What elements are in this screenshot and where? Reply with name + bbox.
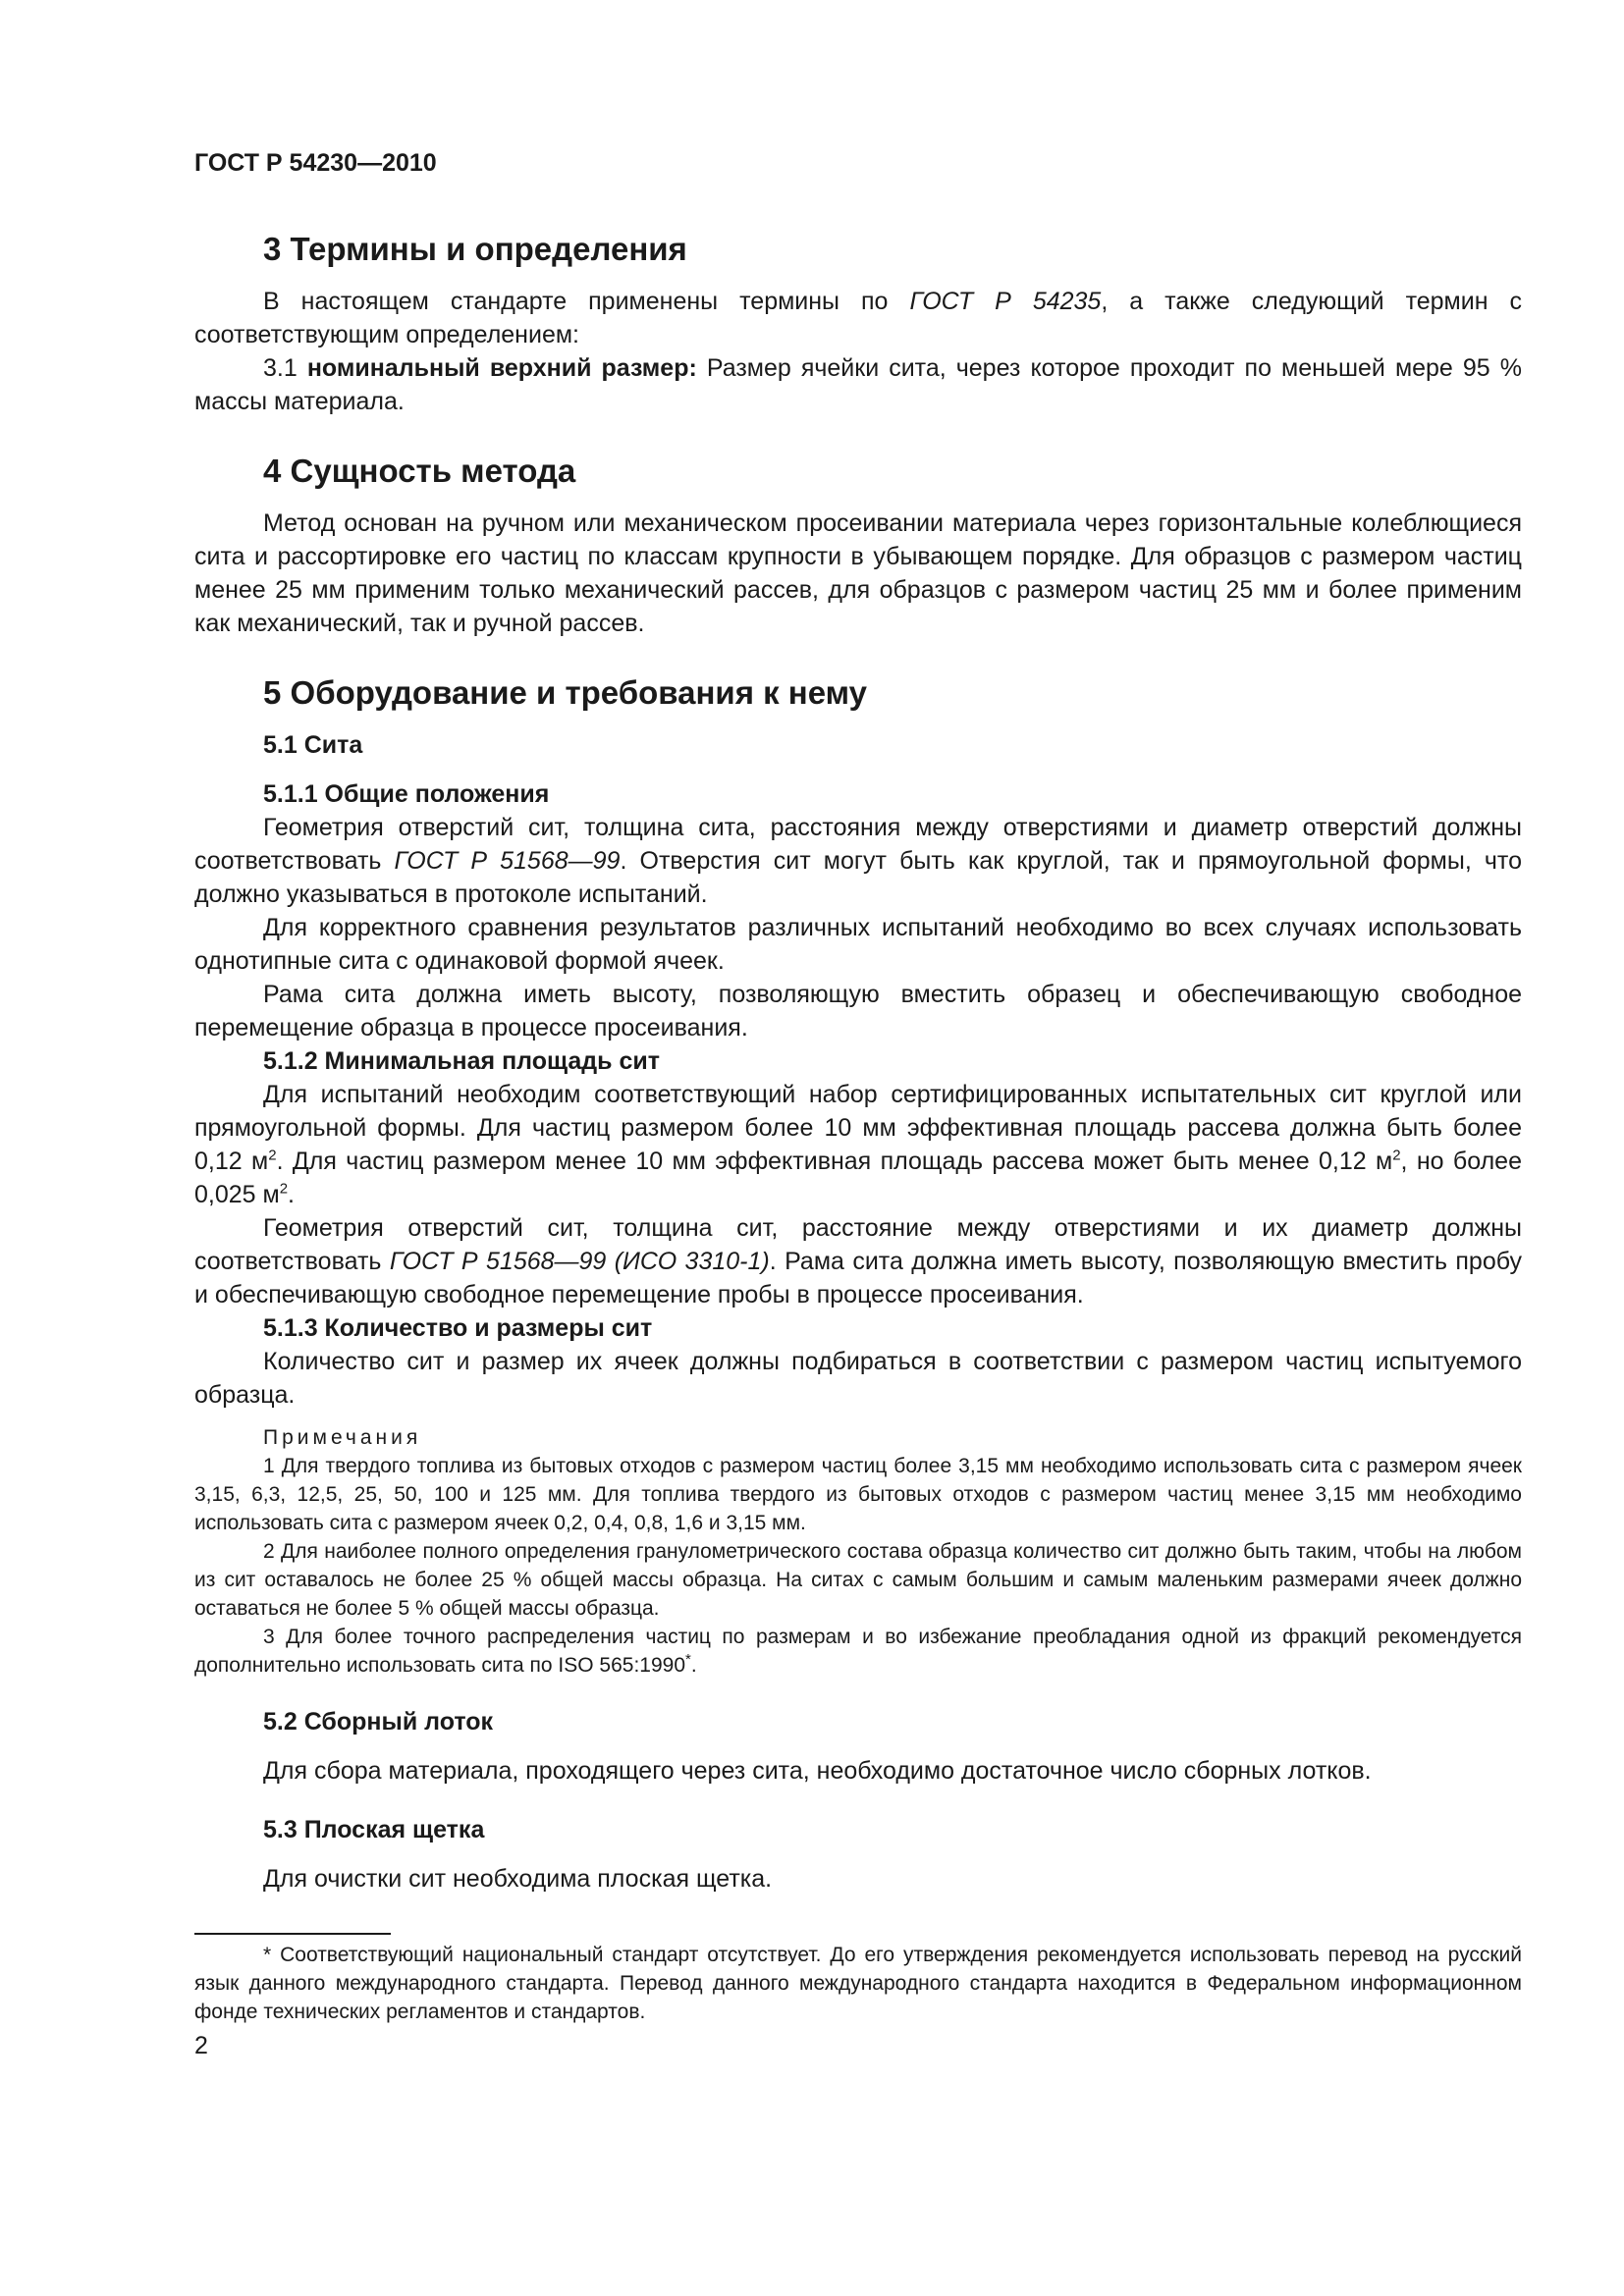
section-5-1-1-title: 5.1.1 Общие положения — [263, 780, 550, 808]
section-3-title: 3 Термины и определения — [263, 231, 687, 267]
ref-gost-51568-iso: ГОСТ Р 51568—99 (ИСО 3310-1) — [389, 1248, 770, 1275]
section-5-1-3-title: 5.1.3 Количество и размеры сит — [263, 1314, 653, 1342]
note-2: 2 Для наиболее полного определения гранулометрического состава образца количество сит должно быть таким, чтобы на любом из сит оставалось не более 25 % общей массы образца. На ситах с самым большим и самым маленьким размерами ячеек должно оставаться не более 5 % общей массы образца. — [194, 1540, 1522, 1620]
notes-heading: Примечания — [263, 1426, 422, 1449]
section-5-1-title: 5.1 Сита — [263, 731, 363, 759]
section-5-1-2-title: 5.1.2 Минимальная площадь сит — [263, 1047, 660, 1075]
section-4-paragraph: Метод основан на ручном или механическом просеивании материала через горизонтальные колеблющиеся сита и рассортировке его частиц по классам крупности в убывающем порядке. Для образцов с размером частиц менее 25 мм применим только механический рассев, для образцов с размером частиц 25 мм и более применим как механический, так и ручной рассев. — [194, 509, 1522, 637]
section-5-1-1-paragraph-1: Геометрия отверстий сит, толщина сита, расстояния между отверстиями и диаметр отверстий должны соответствовать ГОСТ Р 51568—99. Отверстия сит могут быть как круглой, так и прямоугольной формы, что должно указываться в протоколе испытаний. — [194, 814, 1522, 908]
document-id: ГОСТ Р 54230—2010 — [194, 149, 437, 177]
section-5-title: 5 Оборудование и требования к нему — [263, 674, 867, 711]
section-5-1-2-paragraph-1: Для испытаний необходим соответствующий набор сертифицированных испытательных сит круглой или прямоугольной формы. Для частиц размером более 10 мм эффективная площадь рассева должна быть более 0,12 $м^2$. Для частиц размером менее 10 мм эффективная площадь рассева может быть менее 0,12 $м^2$, но более 0,025 $м^2$. — [194, 1081, 1522, 1208]
section-4-title: 4 Сущность метода — [263, 453, 576, 489]
section-5-1-1-paragraph-2: Для корректного сравнения результатов различных испытаний необходимо во всех случаях использовать однотипные сита с одинаковой формой ячеек. — [194, 914, 1522, 975]
section-5-1-2-paragraph-2: Геометрия отверстий сит, толщина сит, расстояние между отверстиями и их диаметр должны соответствовать ГОСТ Р 51568—99 (ИСО 3310-1). Рама сита должна иметь высоту, позволяющую вместить пробу и обеспечивающую свободное перемещение пробы в процессе просеивания. — [194, 1214, 1523, 1308]
section-5-2-title: 5.2 Сборный лоток — [263, 1708, 494, 1735]
document-page — [194, 147, 1522, 2061]
footnote: * Соответствующий национальный стандарт отсутствует. До его утверждения рекомендуется использовать перевод на русский язык данного международного стандарта. Перевод данного международного стандарта находится в Федеральном информационном фонде технических регламентов и стандартов. — [194, 1944, 1522, 2023]
note-1: 1 Для твердого топлива из бытовых отходов с размером частиц более 3,15 мм необходимо использовать сита с размером ячеек 3,15, 6,3, 12,5, 25, 50, 100 и 125 мм. Для топлива твердого из бытовых отходов с размером частиц менее 3,15 мм необходимо использовать сита с размером ячеек 0,2, 0,4, 0,8, 1,6 и 3,15 мм. — [194, 1455, 1522, 1534]
section-5-1-1-paragraph-3: Рама сита должна иметь высоту, позволяющую вместить образец и обеспечивающую свободное перемещение образца в процессе просеивания. — [194, 981, 1522, 1041]
section-5-1-3-paragraph: Количество сит и размер их ячеек должны подбираться в соответствии с размером частиц испытуемого образца. — [194, 1348, 1522, 1409]
page-number: 2 — [194, 2032, 208, 2059]
section-3-paragraph: В настоящем стандарте применены термины по ГОСТ Р 54235, а также следующий термин с соответствующим определением: — [194, 288, 1522, 348]
ref-gost-54235: ГОСТ Р 54235 — [909, 288, 1102, 315]
section-5-3-paragraph: Для очистки сит необходима плоская щетка. — [263, 1865, 773, 1893]
section-5-3-title: 5.3 Плоская щетка — [263, 1816, 485, 1843]
ref-gost-51568: ГОСТ Р 51568—99 — [394, 847, 621, 875]
note-3: 3 Для более точного распределения частиц по размерам и во избежание преобладания одной из фракций рекомендуется дополнительно использовать сита по ISO 565:1990*. — [194, 1626, 1522, 1677]
term-3-1: 3.1 номинальный верхний размер: Размер ячейки сита, через которое проходит по меньшей мере 95 % массы материала. — [194, 354, 1522, 415]
term-name: номинальный верхний размер: — [306, 354, 697, 382]
section-5-2-paragraph: Для сбора материала, проходящего через сита, необходимо достаточное число сборных лотков. — [263, 1757, 1372, 1785]
footnote-marker: * — [685, 1651, 691, 1668]
